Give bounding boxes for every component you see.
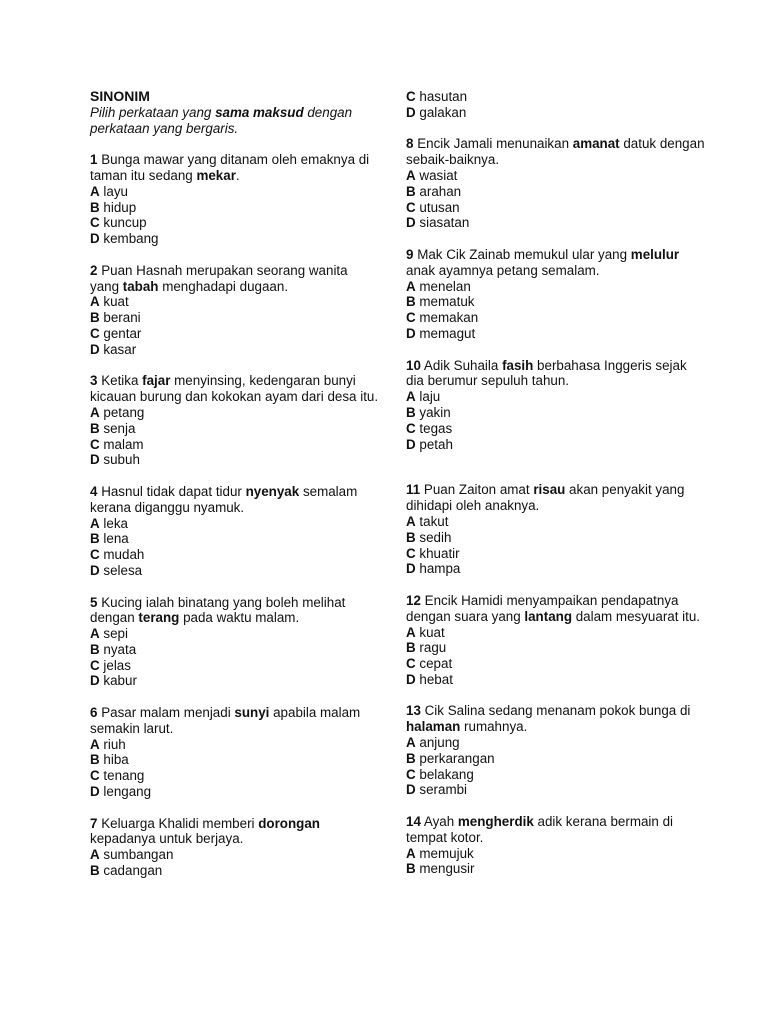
right-column xyxy=(406,89,706,877)
option-c[interactable]: C tenang xyxy=(90,768,145,784)
question-6 xyxy=(90,705,380,800)
option-a[interactable]: A sepi xyxy=(90,626,128,642)
instruction xyxy=(90,105,380,137)
option-a[interactable]: A anjung xyxy=(406,735,460,751)
question-keyword: sunyi xyxy=(234,705,270,721)
question-keyword: terang xyxy=(138,610,180,626)
option-a[interactable]: A layu xyxy=(90,183,128,199)
question-number: 12 xyxy=(406,592,421,608)
option-a[interactable]: A riuh xyxy=(90,736,126,752)
option-a[interactable]: A wasiat xyxy=(406,167,458,183)
question-keyword: melulur xyxy=(630,246,680,262)
option-a[interactable]: A laju xyxy=(406,389,441,405)
question-14 xyxy=(406,814,706,877)
question-number: 1 xyxy=(90,152,98,168)
option-b[interactable]: B nyata xyxy=(90,641,137,657)
option-b[interactable]: B perkarangan xyxy=(406,750,495,766)
option-c[interactable]: C tegas xyxy=(406,420,453,436)
option-d[interactable]: D petah xyxy=(406,436,453,452)
question-number: 11 xyxy=(406,482,421,498)
option-b[interactable]: B hiba xyxy=(90,752,129,768)
option-d[interactable]: D kasar xyxy=(90,341,137,357)
option-d[interactable]: D lengang xyxy=(90,784,152,800)
question-number: 2 xyxy=(90,262,98,278)
option-a[interactable]: A sumbangan xyxy=(90,847,174,863)
option-c[interactable]: C utusan xyxy=(406,199,460,215)
question-number: 6 xyxy=(90,705,98,721)
question-stem: 1 Bunga mawar yang ditanam oleh emaknya di taman itu sedang mekar. xyxy=(90,152,370,183)
question-5 xyxy=(90,595,380,690)
question-stem: 4 Hasnul tidak dapat tidur nyenyak semalam kerana diganggu nyamuk. xyxy=(90,483,358,515)
option-b[interactable]: B mengusir xyxy=(406,861,475,877)
question-number: 8 xyxy=(406,136,414,152)
option-d[interactable]: D siasatan xyxy=(406,215,470,231)
option-b[interactable]: B cadangan xyxy=(90,863,163,879)
question-keyword: dorongan xyxy=(258,815,320,831)
option-d[interactable]: D kabur xyxy=(90,673,137,689)
question-number: 3 xyxy=(90,373,98,389)
option-c[interactable]: C cepat xyxy=(406,656,453,672)
question-keyword: mekar xyxy=(196,167,236,183)
question-keyword: lantang xyxy=(524,608,573,624)
option-c[interactable]: C malam xyxy=(90,436,144,452)
question-stem: 3 Ketika fajar menyinsing, kedengaran bunyi kicauan burung dan kokokan ayam dari desa itu. xyxy=(90,373,379,405)
option-c[interactable]: C hasutan xyxy=(406,89,468,104)
question-keyword: amanat xyxy=(572,136,620,152)
option-b[interactable]: B yakin xyxy=(406,404,451,420)
option-b[interactable]: B arahan xyxy=(406,183,462,199)
question-2 xyxy=(90,263,380,358)
question-stem: 10 Adik Suhaila fasih berbahasa Inggeris sejak dia berumur sepuluh tahun. xyxy=(406,357,687,389)
question-stem: 6 Pasar malam menjadi sunyi apabila malam semakin larut. xyxy=(90,705,361,736)
option-d[interactable]: D selesa xyxy=(90,562,143,578)
question-number: 7 xyxy=(90,815,98,831)
option-a[interactable]: A leka xyxy=(90,515,128,531)
question-stem: 5 Kucing ialah binatang yang boleh melihat dengan terang pada waktu malam. xyxy=(90,594,346,626)
question-stem: 2 Puan Hasnah merupakan seorang wanita yang tabah menghadapi dugaan. xyxy=(90,262,348,294)
question-keyword: halaman xyxy=(406,719,461,735)
option-d[interactable]: D hampa xyxy=(406,561,461,577)
question-number: 5 xyxy=(90,594,98,610)
option-b[interactable]: B senja xyxy=(90,420,136,436)
question-8 xyxy=(406,136,706,231)
option-b[interactable]: B lena xyxy=(90,531,129,547)
question-stem: 14 Ayah mengherdik adik kerana bermain di tempat kotor. xyxy=(406,814,673,845)
question-9 xyxy=(406,247,706,342)
question-number: 9 xyxy=(406,246,414,262)
option-d[interactable]: D hebat xyxy=(406,671,453,687)
option-c[interactable]: C khuatir xyxy=(406,545,460,561)
question-7-continued xyxy=(406,89,706,121)
option-d[interactable]: D serambi xyxy=(406,782,468,798)
option-c[interactable]: C belakang xyxy=(406,766,474,782)
option-d[interactable]: D kembang xyxy=(90,231,159,247)
option-a[interactable]: A takut xyxy=(406,513,449,529)
question-3 xyxy=(90,373,380,468)
question-7 xyxy=(90,816,380,879)
option-b[interactable]: B hidup xyxy=(90,199,137,215)
question-1 xyxy=(90,152,380,247)
question-stem: 8 Encik Jamali menunaikan amanat datuk dengan sebaik-baiknya. xyxy=(406,136,705,168)
question-stem: 12 Encik Hamidi menyampaikan pendapatnya dengan suara yang lantang dalam mesyuarat itu. xyxy=(406,592,701,624)
question-stem: 7 Keluarga Khalidi memberi dorongan kepadanya untuk berjaya. xyxy=(90,815,320,847)
instruction-post: dengan perkataan yang bergaris. xyxy=(90,104,353,136)
question-number: 4 xyxy=(90,483,98,499)
question-10 xyxy=(406,358,706,453)
instruction-pre: Pilih perkataan yang xyxy=(90,104,216,120)
option-c[interactable]: C memakan xyxy=(406,310,479,326)
question-keyword: nyenyak xyxy=(245,483,300,499)
page-title: SINONIM xyxy=(90,88,150,104)
option-a[interactable]: A memujuk xyxy=(406,845,474,861)
instruction-bold: sama maksud xyxy=(215,104,304,120)
question-stem: 11 Puan Zaiton amat risau akan penyakit yang dihidapi oleh anaknya. xyxy=(406,482,685,514)
question-number: 14 xyxy=(406,814,421,830)
question-13 xyxy=(406,703,706,798)
question-12 xyxy=(406,593,706,688)
option-c[interactable]: C kuncup xyxy=(90,215,147,231)
question-stem: 9 Mak Cik Zainab memukul ular yang melulur anak ayamnya petang semalam. xyxy=(406,246,680,278)
option-a[interactable]: A kuat xyxy=(406,624,445,640)
question-keyword: mengherdik xyxy=(457,814,534,830)
question-11 xyxy=(406,482,706,577)
option-b[interactable]: B mematuk xyxy=(406,294,475,310)
option-b[interactable]: B berani xyxy=(90,310,141,326)
question-keyword: risau xyxy=(533,482,566,498)
option-b[interactable]: B sedih xyxy=(406,529,452,545)
question-keyword: tabah xyxy=(122,278,159,294)
option-c[interactable]: C mudah xyxy=(90,547,145,563)
option-c[interactable]: C jelas xyxy=(90,657,131,673)
question-number: 13 xyxy=(406,703,421,719)
question-number: 10 xyxy=(406,357,421,373)
question-keyword: fasih xyxy=(502,357,534,373)
option-d[interactable]: D subuh xyxy=(90,452,140,468)
option-d[interactable]: D galakan xyxy=(406,104,467,120)
option-c[interactable]: C gentar xyxy=(90,325,142,341)
option-a[interactable]: A kuat xyxy=(90,294,129,310)
left-column xyxy=(90,89,380,879)
option-d[interactable]: D memagut xyxy=(406,325,476,341)
option-b[interactable]: B ragu xyxy=(406,640,447,656)
question-4 xyxy=(90,484,380,579)
option-a[interactable]: A menelan xyxy=(406,278,471,294)
question-stem: 13 Cik Salina sedang menanam pokok bunga di halaman rumahnya. xyxy=(406,703,691,735)
option-a[interactable]: A petang xyxy=(90,404,145,420)
question-keyword: fajar xyxy=(142,373,171,389)
